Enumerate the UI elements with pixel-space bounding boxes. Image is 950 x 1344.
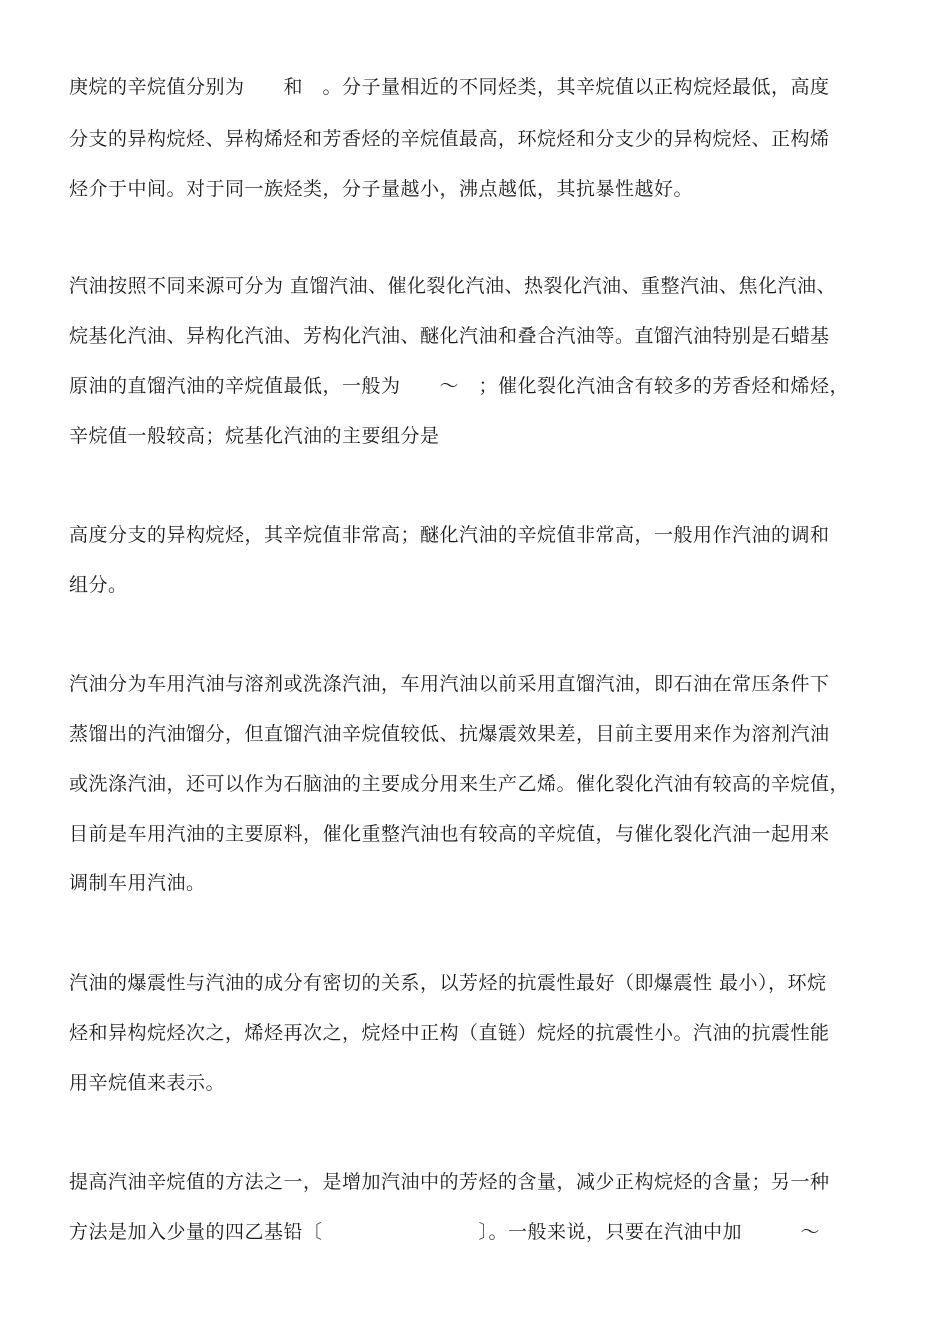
paragraph-4-line-2: 蒸馏出的汽油馏分，但直馏汽油辛烷值较低、抗爆震效果差，目前主要用来作为溶剂汽油 — [69, 723, 830, 745]
paragraph-2-line-1: 汽油按照不同来源可分为 直馏汽油、催化裂化汽油、热裂化汽油、重整汽油、焦化汽油、 — [69, 275, 837, 297]
paragraph-4-line-3: 或洗涤汽油，还可以作为石脑油的主要成分用来生产乙烯。催化裂化汽油有较高的辛烷值， — [69, 773, 850, 795]
paragraph-1-line-1: 庚烷的辛烷值分别为 和 。分子量相近的不同烃类，其辛烷值以正构烷烃最低，高度 — [69, 76, 830, 98]
paragraph-4-line-5: 调制车用汽油。 — [69, 872, 206, 894]
paragraph-6-line-1: 提高汽油辛烷值的方法之一，是增加汽油中的芳烃的含量，减少正构烷烃的含量；另一种 — [69, 1171, 830, 1193]
paragraph-3-line-1: 高度分支的异构烷烃，其辛烷值非常高；醚化汽油的辛烷值非常高，一般用作汽油的调和 — [69, 524, 830, 546]
paragraph-1-line-2: 分支的异构烷烃、异构烯烃和芳香烃的辛烷值最高，环烷烃和分支少的异构烷烃、正构烯 — [69, 128, 830, 150]
paragraph-5-line-1: 汽油的爆震性与汽油的成分有密切的关系，以芳烃的抗震性最好（即爆震性 最小），环烷 — [69, 972, 827, 994]
paragraph-3-line-2: 组分。 — [69, 574, 128, 596]
paragraph-1-line-3: 烃介于中间。对于同一族烃类，分子量越小，沸点越低，其抗暴性越好。 — [69, 178, 694, 200]
paragraph-2-line-4: 辛烷值一般较高；烷基化汽油的主要组分是 — [69, 425, 440, 447]
paragraph-5-line-2: 烃和异构烷烃次之，烯烃再次之，烷烃中正构（直链）烷烃的抗震性小。汽油的抗震性能 — [69, 1022, 830, 1044]
paragraph-2-line-3: 原油的直馏汽油的辛烷值最低，一般为 ～ ；催化裂化汽油含有较多的芳香烃和烯烃， — [69, 375, 850, 397]
paragraph-6-line-2: 方法是加入少量的四乙基铅〔 〕。一般来说，只要在汽油中加 ～ — [69, 1221, 821, 1243]
paragraph-4-line-4: 目前是车用汽油的主要原料，催化重整汽油也有较高的辛烷值，与催化裂化汽油一起用来 — [69, 823, 830, 845]
paragraph-2-line-2: 烷基化汽油、异构化汽油、芳构化汽油、醚化汽油和叠合汽油等。直馏汽油特别是石蜡基 — [69, 325, 830, 347]
paragraph-5-line-3: 用辛烷值来表示。 — [69, 1072, 226, 1094]
paragraph-4-line-1: 汽油分为车用汽油与溶剂或洗涤汽油，车用汽油以前采用直馏汽油，即石油在常压条件下 — [69, 673, 830, 695]
